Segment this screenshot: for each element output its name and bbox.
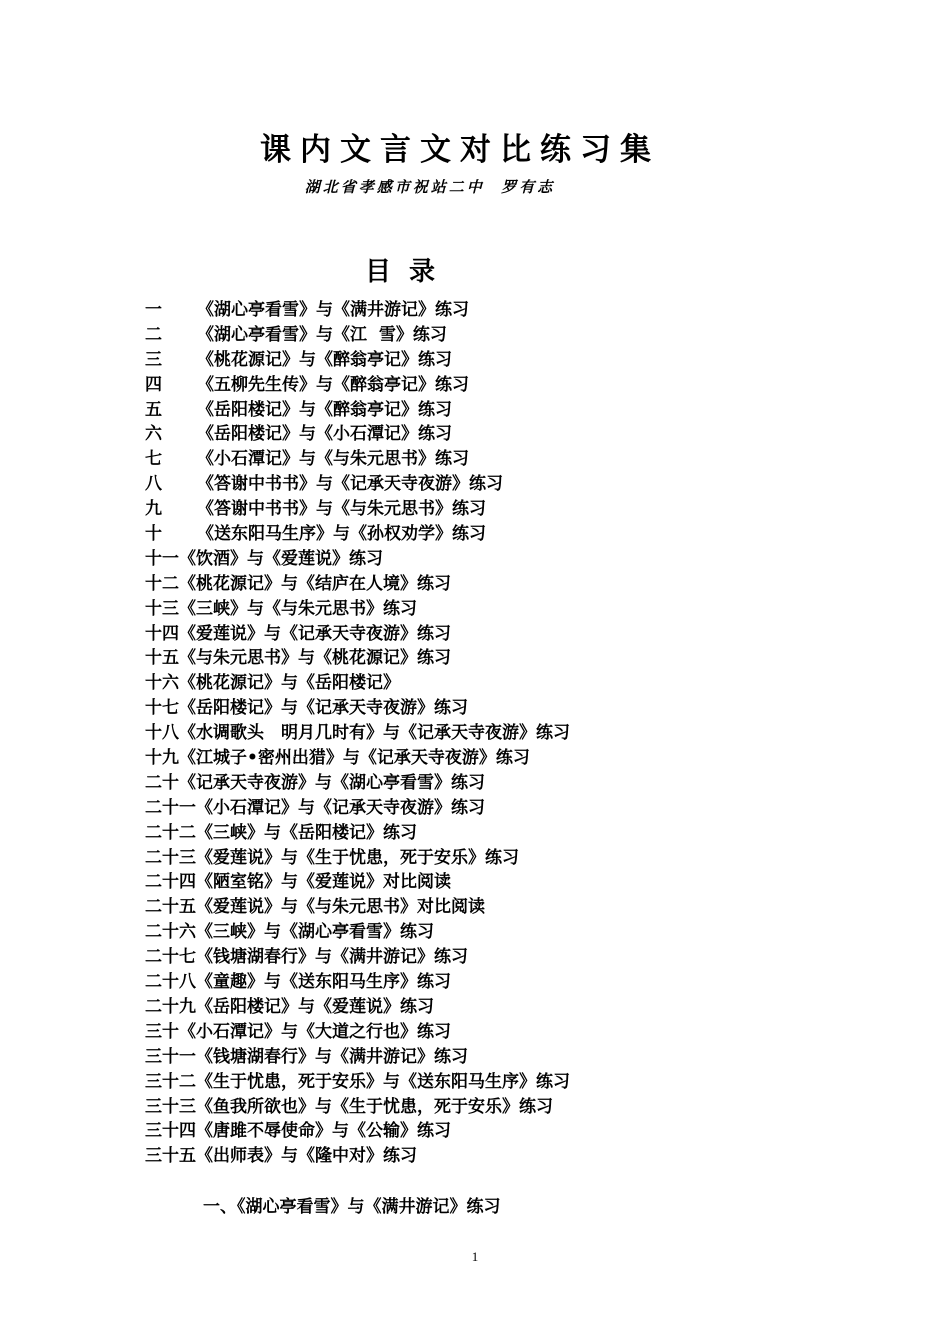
toc-item-title: 《陋室铭》与《爱莲说》对比阅读: [196, 872, 451, 893]
toc-item[interactable]: [145, 920, 570, 945]
toc-item[interactable]: [145, 447, 570, 472]
toc-item-number: 三十一: [145, 1046, 196, 1067]
toc-item-title: 《小石潭记》与《记承天寺夜游》练习: [196, 797, 485, 818]
toc-item-number: 三十二: [145, 1071, 196, 1092]
toc-item-title: 《三峡》与《湖心亭看雪》练习: [196, 922, 434, 943]
toc-item-title: 《出师表》与《隆中对》练习: [196, 1146, 417, 1167]
toc-item-title: 《鱼我所欲也》与《生于忧患，死于安乐》练习: [196, 1096, 553, 1117]
toc-item[interactable]: [145, 323, 570, 348]
toc-item-title: 《送东阳马生序》与《孙权劝学》练习: [197, 524, 486, 545]
toc-item[interactable]: [145, 622, 570, 647]
toc-item-title: 《湖心亭看雪》与《满井游记》练习: [197, 300, 469, 320]
toc-item-number: 十八: [145, 723, 179, 744]
toc-item-title: 《桃花源记》与《岳阳楼记》: [179, 673, 400, 694]
toc-item[interactable]: [145, 472, 570, 497]
toc-item-number: 二十四: [145, 872, 196, 893]
section-heading: 一、《湖心亭看雪》与《满井游记》练习: [203, 1197, 501, 1217]
toc-item-title: 《生于忧患，死于安乐》与《送东阳马生序》练习: [196, 1071, 570, 1092]
toc-item-number: 十七: [145, 698, 179, 719]
toc-item-number: 二十一: [145, 797, 196, 818]
toc-item-number: 八: [145, 474, 162, 495]
toc-item[interactable]: [145, 1045, 570, 1070]
toc-item-number: 五: [145, 399, 162, 420]
toc-item[interactable]: [145, 373, 570, 398]
toc-item[interactable]: [145, 1020, 570, 1045]
toc-item[interactable]: [145, 746, 570, 771]
table-of-contents: [145, 298, 570, 1169]
toc-item[interactable]: [145, 298, 570, 323]
toc-item[interactable]: [145, 970, 570, 995]
toc-item-title: 《记承天寺夜游》与《湖心亭看雪》练习: [179, 772, 485, 793]
toc-item-title: 《三峡》与《岳阳楼记》练习: [196, 822, 417, 843]
toc-item-title: 《岳阳楼记》与《爱莲说》练习: [196, 996, 434, 1017]
toc-item-number: 二十: [145, 772, 179, 793]
toc-item-number: 二十六: [145, 922, 196, 943]
toc-item-title: 《答谢中书书》与《与朱元思书》练习: [197, 499, 486, 520]
toc-item[interactable]: [145, 796, 570, 821]
toc-item-title: 《岳阳楼记》与《记承天寺夜游》练习: [179, 698, 468, 719]
toc-item-number: 十二: [145, 573, 179, 594]
toc-item[interactable]: [145, 1119, 570, 1144]
document-title: 课内文言文对比练习集: [260, 132, 660, 168]
toc-item-number: 二十三: [145, 847, 196, 868]
toc-item-number: 二十七: [145, 947, 196, 968]
toc-item-number: 二十九: [145, 996, 196, 1017]
toc-item-title: 《爱莲说》与《生于忧患，死于安乐》练习: [196, 847, 519, 868]
toc-item[interactable]: [145, 671, 570, 696]
toc-item[interactable]: [145, 348, 570, 373]
toc-item-number: 十: [145, 524, 162, 545]
toc-item[interactable]: [145, 1095, 570, 1120]
toc-item-number: 十五: [145, 648, 179, 669]
toc-item-number: 二十五: [145, 897, 196, 918]
toc-item-number: 十九: [145, 748, 179, 769]
toc-item-title: 《童趣》与《送东阳马生序》练习: [196, 972, 451, 993]
toc-item-title: 《岳阳楼记》与《醉翁亭记》练习: [197, 399, 452, 420]
toc-item[interactable]: [145, 497, 570, 522]
toc-item[interactable]: [145, 572, 570, 597]
toc-item-number: 三十三: [145, 1096, 196, 1117]
toc-item[interactable]: [145, 945, 570, 970]
toc-item-number: 十四: [145, 623, 179, 644]
toc-item-title: 《五柳先生传》与《醉翁亭记》练习: [197, 374, 469, 395]
toc-item-title: 《小石潭记》与《与朱元思书》练习: [197, 449, 469, 470]
toc-item[interactable]: [145, 398, 570, 423]
toc-item-title: 《答谢中书书》与《记承天寺夜游》练习: [197, 474, 503, 495]
toc-item-title: 《钱塘湖春行》与《满井游记》练习: [196, 1046, 468, 1067]
toc-item-title: 《爱莲说》与《记承天寺夜游》练习: [179, 623, 451, 644]
toc-item-title: 《湖心亭看雪》与《江 雪》练习: [197, 324, 447, 345]
toc-item[interactable]: [145, 721, 570, 746]
toc-item-number: 三: [145, 349, 162, 370]
toc-item[interactable]: [145, 870, 570, 895]
toc-item-title: 《饮酒》与《爱莲说》练习: [179, 548, 383, 569]
toc-item-title: 《小石潭记》与《大道之行也》练习: [179, 1021, 451, 1042]
toc-item-number: 三十五: [145, 1146, 196, 1167]
toc-item-number: 三十: [145, 1021, 179, 1042]
toc-item[interactable]: [145, 895, 570, 920]
toc-item-number: 十三: [145, 598, 179, 619]
toc-item[interactable]: [145, 646, 570, 671]
toc-item-number: 十六: [145, 673, 179, 694]
toc-item[interactable]: [145, 547, 570, 572]
toc-item-title: 《爱莲说》与《与朱元思书》对比阅读: [196, 897, 485, 918]
toc-item-title: 《江城子•密州出猎》与《记承天寺夜游》练习: [179, 748, 530, 769]
toc-item-title: 《钱塘湖春行》与《满井游记》练习: [196, 947, 468, 968]
toc-item-number: 三十四: [145, 1121, 196, 1142]
toc-item[interactable]: [145, 597, 570, 622]
toc-item[interactable]: [145, 696, 570, 721]
toc-item-title: 《水调歌头 明月几时有》与《记承天寺夜游》练习: [179, 723, 570, 744]
toc-item-number: 九: [145, 499, 162, 520]
toc-item-number: 一: [145, 300, 162, 320]
toc-item-number: 十一: [145, 548, 179, 569]
toc-item-title: 《唐雎不辱使命》与《公输》练习: [196, 1121, 451, 1142]
toc-item-title: 《桃花源记》与《醉翁亭记》练习: [197, 349, 452, 370]
toc-item-number: 七: [145, 449, 162, 470]
author-line: 湖北省孝感市祝站二中 罗有志: [304, 178, 556, 196]
toc-item[interactable]: [145, 422, 570, 447]
toc-item[interactable]: [145, 846, 570, 871]
toc-item-number: 二: [145, 324, 162, 345]
toc-item[interactable]: [145, 771, 570, 796]
toc-item[interactable]: [145, 1144, 570, 1169]
page-number: 1: [471, 1249, 479, 1264]
toc-heading: 目 录: [364, 257, 436, 287]
toc-item-number: 二十八: [145, 972, 196, 993]
toc-item[interactable]: [145, 995, 570, 1020]
toc-item-title: 《桃花源记》与《结庐在人境》练习: [179, 573, 451, 594]
toc-item-number: 四: [145, 374, 162, 395]
toc-item[interactable]: [145, 1070, 570, 1095]
toc-item-title: 《岳阳楼记》与《小石潭记》练习: [197, 424, 452, 445]
toc-item-title: 《三峡》与《与朱元思书》练习: [179, 598, 417, 619]
toc-item-title: 《与朱元思书》与《桃花源记》练习: [179, 648, 451, 669]
toc-item[interactable]: [145, 522, 570, 547]
toc-item[interactable]: [145, 821, 570, 846]
toc-item-number: 二十二: [145, 822, 196, 843]
toc-item-number: 六: [145, 424, 162, 445]
